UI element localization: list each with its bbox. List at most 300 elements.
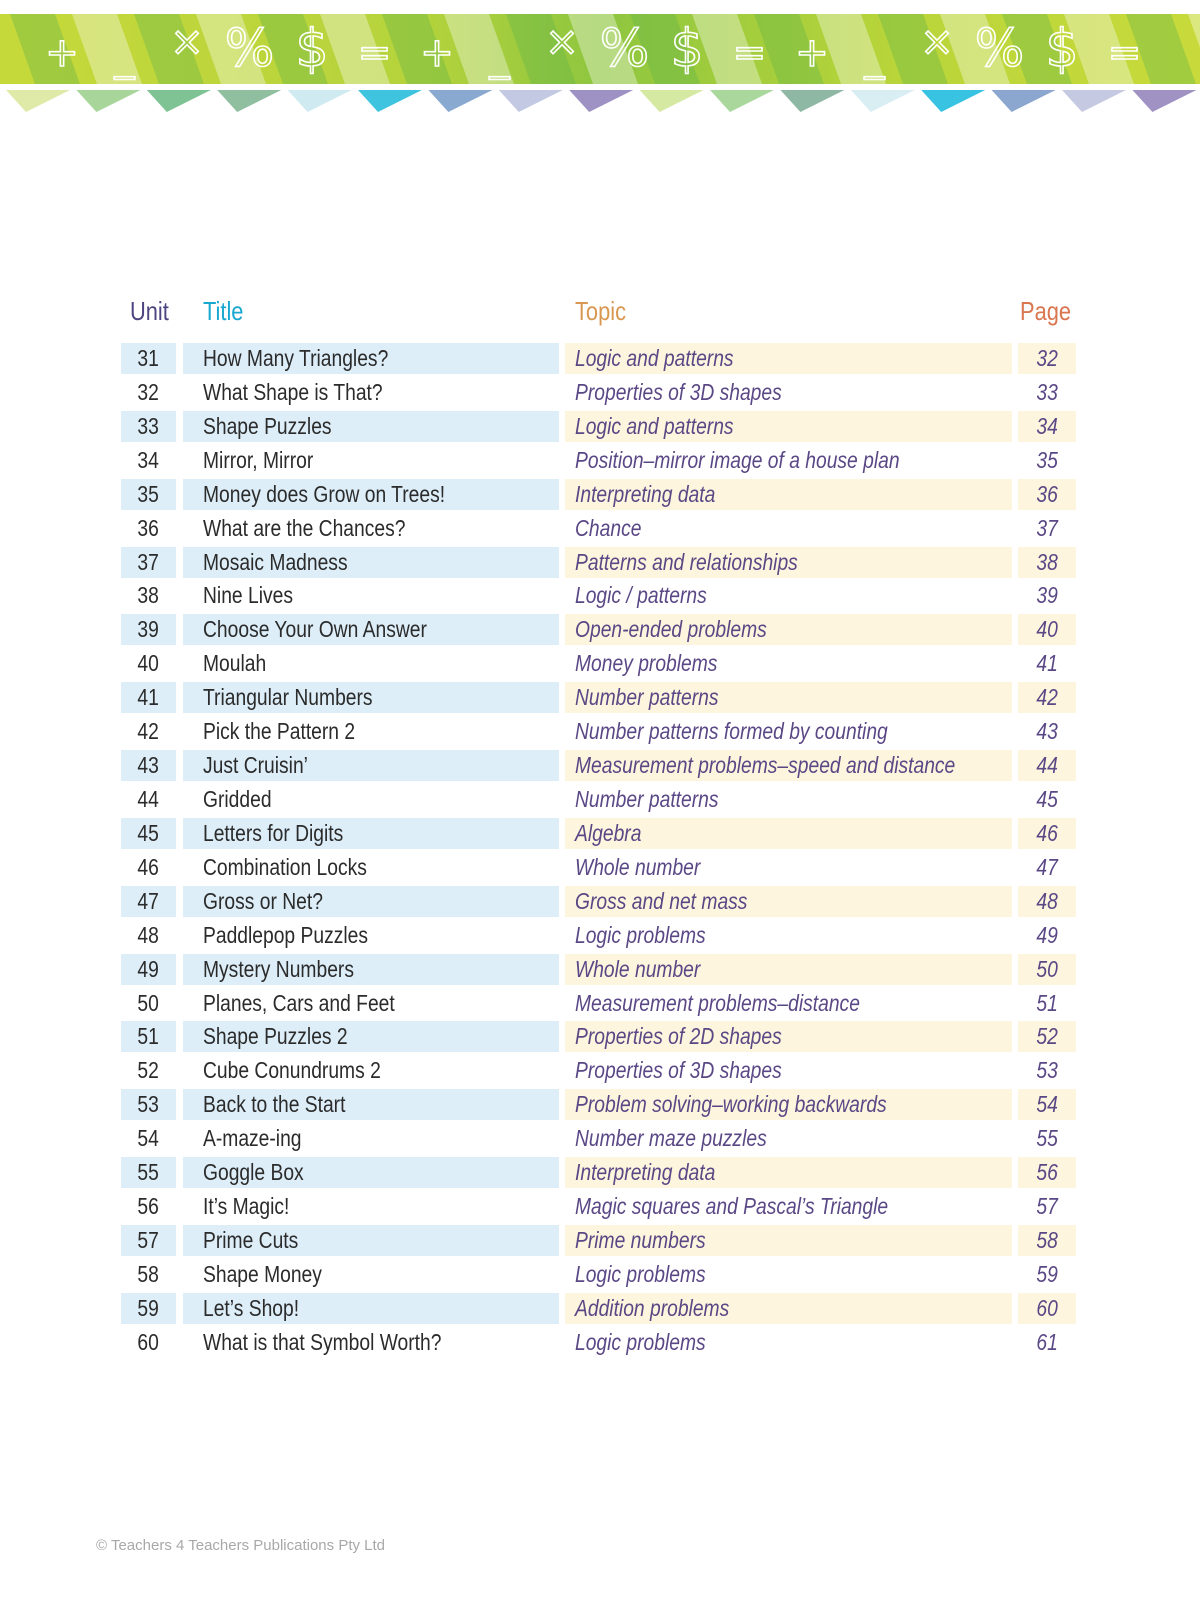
unit-title: How Many Triangles? — [203, 345, 389, 371]
table-row — [0, 681, 1200, 715]
math-symbol-icon: = — [732, 30, 767, 76]
unit-number: 41 — [137, 684, 160, 711]
unit-title: Gridded — [203, 785, 272, 812]
unit-topic: Interpreting data — [575, 1159, 716, 1186]
unit-number-cell — [121, 1293, 176, 1324]
unit-topic-cell — [565, 682, 1012, 713]
unit-number-cell — [121, 954, 176, 985]
table-row — [0, 715, 1200, 749]
unit-number: 31 — [137, 345, 160, 371]
unit-topic: Gross and net mass — [575, 887, 748, 914]
unit-topic: Logic / patterns — [575, 582, 707, 609]
unit-number: 47 — [137, 887, 160, 914]
page-number: 36 — [1036, 480, 1058, 507]
unit-number-cell — [121, 818, 176, 849]
pennant-triangle — [851, 90, 915, 112]
unit-topic: Logic and patterns — [575, 412, 734, 439]
unit-topic-cell — [565, 343, 1012, 374]
unit-title: Shape Puzzles 2 — [203, 1023, 348, 1050]
math-symbol-icon: _ — [864, 34, 885, 80]
page-number-cell — [1018, 682, 1076, 713]
table-row — [0, 376, 1200, 410]
unit-topic: Magic squares and Pascal’s Triangle — [575, 1193, 889, 1220]
unit-topic-cell — [565, 1259, 1012, 1290]
unit-title-cell — [183, 1123, 559, 1154]
unit-title-cell — [183, 750, 559, 781]
table-row — [0, 1326, 1200, 1360]
page-number: 32 — [1036, 345, 1058, 371]
unit-number-cell — [121, 750, 176, 781]
unit-number-cell — [121, 1191, 176, 1222]
table-row — [0, 987, 1200, 1021]
unit-topic: Number maze puzzles — [575, 1125, 767, 1152]
unit-number-cell — [121, 682, 176, 713]
unit-number: 51 — [137, 1023, 160, 1050]
pennant-triangle — [992, 90, 1056, 112]
pennant-triangle — [288, 90, 352, 112]
topic-column-header: Topic — [575, 296, 626, 326]
unit-number: 58 — [137, 1260, 160, 1287]
page-number-cell — [1018, 852, 1076, 883]
unit-title: Gross or Net? — [203, 887, 323, 914]
table-row — [0, 885, 1200, 919]
unit-number: 37 — [137, 548, 160, 575]
math-symbol-icon: × — [170, 19, 204, 65]
page-number-cell — [1018, 920, 1076, 951]
unit-title: Prime Cuts — [203, 1226, 299, 1253]
unit-number-cell — [121, 580, 176, 611]
page-number: 49 — [1036, 921, 1058, 948]
unit-title-cell — [183, 513, 559, 544]
unit-number: 39 — [137, 616, 160, 643]
unit-topic: Measurement problems–distance — [575, 989, 860, 1016]
unit-number-cell — [121, 784, 176, 815]
page-number-cell — [1018, 648, 1076, 679]
unit-number: 35 — [137, 480, 160, 507]
pennant-triangle — [780, 90, 844, 112]
math-symbol-icon: = — [1107, 30, 1142, 76]
pennant-triangle — [1062, 90, 1126, 112]
page-number-cell — [1018, 988, 1076, 1019]
page-number: 43 — [1036, 718, 1058, 745]
unit-number-cell — [121, 1055, 176, 1086]
unit-title-cell — [183, 716, 559, 747]
unit-topic-cell — [565, 445, 1012, 476]
math-symbol-icon: _ — [489, 34, 510, 80]
unit-number: 52 — [137, 1057, 160, 1084]
unit-number: 46 — [137, 853, 160, 880]
table-row — [0, 1258, 1200, 1292]
unit-topic: Patterns and relationships — [575, 548, 798, 575]
math-symbol-icon: $ — [1045, 19, 1079, 79]
page-number-cell — [1018, 411, 1076, 442]
table-row — [0, 613, 1200, 647]
page-number-cell — [1018, 750, 1076, 781]
unit-number: 34 — [137, 446, 160, 473]
pennant-triangle — [6, 90, 70, 112]
unit-number: 55 — [137, 1159, 160, 1186]
unit-title: Mystery Numbers — [203, 955, 354, 982]
pennant-triangle — [499, 90, 563, 112]
unit-title-cell — [183, 1089, 559, 1120]
page-number-cell — [1018, 1225, 1076, 1256]
page-number: 46 — [1036, 819, 1058, 846]
page-number-cell — [1018, 1293, 1076, 1324]
unit-title: Shape Puzzles — [203, 412, 332, 439]
unit-title-cell — [183, 343, 559, 374]
unit-title: Mosaic Madness — [203, 548, 348, 575]
table-row — [0, 1224, 1200, 1258]
unit-topic-cell — [565, 920, 1012, 951]
page-number: 52 — [1036, 1023, 1058, 1050]
unit-number-cell — [121, 852, 176, 883]
unit-topic-cell — [565, 1225, 1012, 1256]
table-row — [0, 478, 1200, 512]
page-number-cell — [1018, 445, 1076, 476]
unit-number: 48 — [137, 921, 160, 948]
unit-topic-cell — [565, 988, 1012, 1019]
unit-number-cell — [121, 479, 176, 510]
unit-topic: Logic problems — [575, 1328, 706, 1355]
page-number-cell — [1018, 1089, 1076, 1120]
unit-title-cell — [183, 479, 559, 510]
page-number-cell — [1018, 1157, 1076, 1188]
unit-title: Choose Your Own Answer — [203, 616, 427, 643]
unit-topic: Logic problems — [575, 921, 706, 948]
page-number: 47 — [1036, 853, 1058, 880]
page-number: 56 — [1036, 1159, 1058, 1186]
page-number: 55 — [1036, 1125, 1058, 1152]
unit-title-cell — [183, 818, 559, 849]
unit-title: Pick the Pattern 2 — [203, 718, 356, 745]
table-row — [0, 1054, 1200, 1088]
unit-topic-cell — [565, 513, 1012, 544]
page-number: 35 — [1036, 446, 1058, 473]
page-number-cell — [1018, 580, 1076, 611]
table-row — [0, 1292, 1200, 1326]
unit-title-cell — [183, 580, 559, 611]
unit-title: What are the Chances? — [203, 514, 406, 541]
unit-topic: Whole number — [575, 955, 701, 982]
unit-title-cell — [183, 954, 559, 985]
unit-topic-cell — [565, 614, 1012, 645]
unit-title: Money does Grow on Trees! — [203, 480, 446, 507]
unit-title-cell — [183, 445, 559, 476]
page-number: 38 — [1036, 548, 1058, 575]
pennant-triangle — [217, 90, 281, 112]
unit-number-cell — [121, 411, 176, 442]
unit-topic: Logic and patterns — [575, 345, 734, 371]
unit-number-cell — [121, 377, 176, 408]
unit-title-cell — [183, 1191, 559, 1222]
unit-title-cell — [183, 411, 559, 442]
unit-number: 45 — [137, 819, 160, 846]
unit-title-cell — [183, 1327, 559, 1358]
unit-topic-cell — [565, 1089, 1012, 1120]
unit-number: 33 — [137, 412, 160, 439]
unit-title: Moulah — [203, 650, 267, 677]
math-symbol-icon: _ — [114, 34, 135, 80]
page-number-cell — [1018, 818, 1076, 849]
table-row — [0, 783, 1200, 817]
unit-number-cell — [121, 614, 176, 645]
unit-column-header: Unit — [130, 296, 169, 326]
unit-topic-cell — [565, 1021, 1012, 1052]
unit-topic-cell — [565, 1293, 1012, 1324]
table-row — [0, 817, 1200, 851]
page-number: 40 — [1036, 616, 1058, 643]
page-number-cell — [1018, 1259, 1076, 1290]
unit-title-cell — [183, 852, 559, 883]
unit-topic-cell — [565, 954, 1012, 985]
unit-number: 54 — [137, 1125, 160, 1152]
unit-topic-cell — [565, 784, 1012, 815]
unit-number: 44 — [137, 785, 160, 812]
pennant-triangle — [921, 90, 985, 112]
table-row — [0, 647, 1200, 681]
unit-title: It’s Magic! — [203, 1193, 290, 1220]
table-row — [0, 342, 1200, 376]
math-symbols-banner — [0, 0, 1200, 125]
math-symbol-icon: + — [420, 30, 454, 76]
unit-title: What Shape is That? — [203, 378, 383, 405]
unit-title-cell — [183, 1293, 559, 1324]
unit-title: A-maze-ing — [203, 1125, 302, 1152]
unit-title: Nine Lives — [203, 582, 293, 609]
unit-topic-cell — [565, 1123, 1012, 1154]
page-number: 54 — [1036, 1091, 1058, 1118]
unit-topic: Open-ended problems — [575, 616, 767, 643]
table-row — [0, 410, 1200, 444]
unit-topic-cell — [565, 648, 1012, 679]
unit-topic-cell — [565, 1055, 1012, 1086]
unit-topic-cell — [565, 852, 1012, 883]
pennant-triangle — [640, 90, 704, 112]
unit-topic: Money problems — [575, 650, 718, 677]
unit-number-cell — [121, 648, 176, 679]
page-number: 58 — [1036, 1226, 1058, 1253]
page-number-cell — [1018, 954, 1076, 985]
unit-number: 56 — [137, 1193, 160, 1220]
table-row — [0, 1020, 1200, 1054]
page-number: 60 — [1036, 1294, 1058, 1321]
table-row — [0, 579, 1200, 613]
unit-title-cell — [183, 1055, 559, 1086]
unit-topic-cell — [565, 818, 1012, 849]
copyright-icon: © — [96, 1537, 108, 1554]
unit-number-cell — [121, 445, 176, 476]
pennant-triangle — [76, 90, 140, 112]
pennant-triangle — [1132, 90, 1196, 112]
page-number: 44 — [1036, 752, 1058, 779]
unit-topic: Whole number — [575, 853, 701, 880]
pennant-triangle — [710, 90, 774, 112]
title-column-header: Title — [203, 296, 244, 326]
unit-number: 60 — [137, 1328, 160, 1355]
unit-topic-cell — [565, 1327, 1012, 1358]
unit-title-cell — [183, 547, 559, 578]
table-row — [0, 919, 1200, 953]
unit-topic-cell — [565, 1157, 1012, 1188]
unit-number: 42 — [137, 718, 160, 745]
page-number: 50 — [1036, 955, 1058, 982]
unit-number: 36 — [137, 514, 160, 541]
unit-topic: Properties of 3D shapes — [575, 1057, 782, 1084]
page-number: 45 — [1036, 785, 1058, 812]
unit-number: 43 — [137, 752, 160, 779]
page-number-cell — [1018, 1191, 1076, 1222]
unit-number-cell — [121, 1089, 176, 1120]
unit-topic-cell — [565, 750, 1012, 781]
decorative-banner — [0, 0, 1200, 125]
unit-topic: Number patterns — [575, 684, 719, 711]
unit-topic-cell — [565, 886, 1012, 917]
page-number-cell — [1018, 886, 1076, 917]
unit-topic: Problem solving–working backwards — [575, 1091, 887, 1118]
table-row — [0, 1190, 1200, 1224]
page-number-cell — [1018, 1055, 1076, 1086]
unit-topic: Number patterns formed by counting — [575, 718, 888, 745]
table-row — [0, 1122, 1200, 1156]
unit-topic-cell — [565, 377, 1012, 408]
table-row — [0, 851, 1200, 885]
table-row — [0, 1088, 1200, 1122]
footer-copyright — [96, 1537, 385, 1554]
unit-topic: Properties of 2D shapes — [575, 1023, 782, 1050]
unit-topic-cell — [565, 411, 1012, 442]
page-number-cell — [1018, 1123, 1076, 1154]
pennant-triangle — [428, 90, 492, 112]
math-symbol-icon: $ — [670, 19, 704, 79]
math-symbol-icon: + — [795, 30, 829, 76]
math-symbol-icon: × — [545, 19, 579, 65]
unit-number: 50 — [137, 989, 160, 1016]
unit-number-cell — [121, 920, 176, 951]
unit-number: 53 — [137, 1091, 160, 1118]
unit-number: 49 — [137, 955, 160, 982]
unit-topic-cell — [565, 1191, 1012, 1222]
unit-topic: Logic problems — [575, 1260, 706, 1287]
unit-title: Combination Locks — [203, 853, 367, 880]
math-symbol-icon: % — [599, 19, 650, 79]
pennant-triangle — [358, 90, 422, 112]
pennant-triangle — [569, 90, 633, 112]
math-symbol-icon: × — [920, 19, 954, 65]
unit-topic: Position–mirror image of a house plan — [575, 446, 900, 473]
unit-number: 57 — [137, 1226, 160, 1253]
page-number: 53 — [1036, 1057, 1058, 1084]
page-number: 59 — [1036, 1260, 1058, 1287]
math-symbol-icon: = — [357, 30, 392, 76]
unit-title-cell — [183, 886, 559, 917]
table-row — [0, 512, 1200, 546]
page-number: 48 — [1036, 887, 1058, 914]
unit-title: Mirror, Mirror — [203, 446, 314, 473]
unit-title-cell — [183, 648, 559, 679]
table-of-contents — [0, 342, 1200, 1360]
unit-title-cell — [183, 920, 559, 951]
page-number-cell — [1018, 784, 1076, 815]
unit-title-cell — [183, 988, 559, 1019]
page-number: 39 — [1036, 582, 1058, 609]
unit-title-cell — [183, 1225, 559, 1256]
unit-topic: Interpreting data — [575, 480, 716, 507]
unit-title-cell — [183, 1259, 559, 1290]
unit-number-cell — [121, 1327, 176, 1358]
unit-title: Planes, Cars and Feet — [203, 989, 395, 1016]
unit-number: 32 — [137, 378, 160, 405]
unit-title-cell — [183, 614, 559, 645]
unit-topic: Measurement problems–speed and distance — [575, 752, 956, 779]
unit-title: Shape Money — [203, 1260, 322, 1287]
unit-topic-cell — [565, 479, 1012, 510]
page-column-header: Page — [1020, 296, 1072, 326]
table-row — [0, 953, 1200, 987]
page-number: 33 — [1036, 378, 1058, 405]
page-number: 41 — [1036, 650, 1058, 677]
unit-number-cell — [121, 1157, 176, 1188]
table-row — [0, 444, 1200, 478]
unit-number-cell — [121, 886, 176, 917]
unit-title: Cube Conundrums 2 — [203, 1057, 381, 1084]
page-number: 34 — [1036, 412, 1058, 439]
unit-number-cell — [121, 1021, 176, 1052]
page-number: 57 — [1036, 1193, 1058, 1220]
unit-number: 38 — [137, 582, 160, 609]
unit-topic-cell — [565, 547, 1012, 578]
unit-number-cell — [121, 988, 176, 1019]
unit-title-cell — [183, 1157, 559, 1188]
unit-number: 59 — [137, 1294, 160, 1321]
page-number-cell — [1018, 1327, 1076, 1358]
unit-topic: Chance — [575, 514, 642, 541]
toc-header — [0, 296, 1200, 336]
unit-title: Letters for Digits — [203, 819, 344, 846]
unit-number-cell — [121, 1259, 176, 1290]
unit-title: Paddlepop Puzzles — [203, 921, 368, 948]
page-number-cell — [1018, 377, 1076, 408]
table-row — [0, 1156, 1200, 1190]
unit-title: Let’s Shop! — [203, 1294, 300, 1321]
page-number: 37 — [1036, 514, 1058, 541]
unit-number-cell — [121, 716, 176, 747]
unit-topic: Prime numbers — [575, 1226, 706, 1253]
unit-topic-cell — [565, 580, 1012, 611]
page-number: 51 — [1036, 989, 1058, 1016]
unit-topic: Number patterns — [575, 785, 719, 812]
math-symbol-icon: + — [45, 30, 79, 76]
unit-number-cell — [121, 513, 176, 544]
unit-title-cell — [183, 377, 559, 408]
unit-title: What is that Symbol Worth? — [203, 1328, 442, 1355]
publisher-name: Teachers 4 Teachers Publications Pty Ltd — [110, 1537, 386, 1554]
page-number-cell — [1018, 479, 1076, 510]
math-symbol-icon: % — [974, 19, 1025, 79]
table-row — [0, 546, 1200, 580]
unit-title: Just Cruisin’ — [203, 752, 308, 779]
unit-topic: Properties of 3D shapes — [575, 378, 782, 405]
math-symbol-icon: $ — [295, 19, 329, 79]
math-symbol-icon: % — [224, 19, 275, 79]
page-number: 61 — [1036, 1328, 1058, 1355]
pennant-triangle — [147, 90, 211, 112]
unit-number-cell — [121, 547, 176, 578]
unit-title-cell — [183, 784, 559, 815]
unit-title: Triangular Numbers — [203, 684, 373, 711]
unit-topic: Addition problems — [575, 1294, 730, 1321]
page-number-cell — [1018, 716, 1076, 747]
unit-topic-cell — [565, 716, 1012, 747]
